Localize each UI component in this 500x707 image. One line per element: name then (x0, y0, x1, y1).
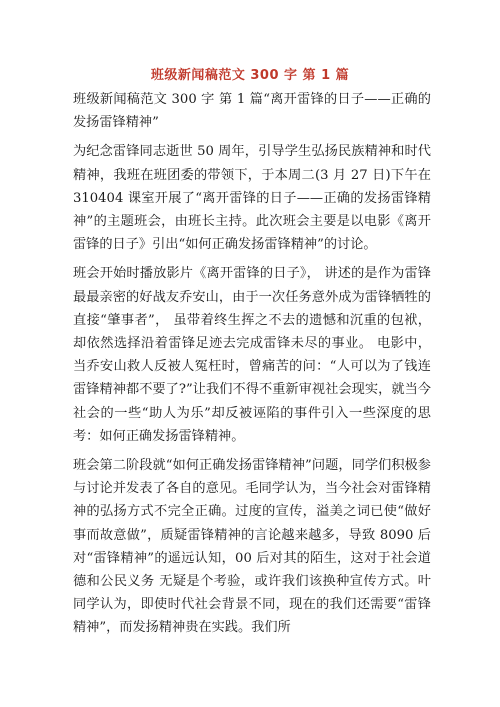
paragraph-film: 班会开始时播放影片《离开雷锋的日子》， 讲述的是作为雷锋最最亲密的好战友乔安山，由于一次任务意外成为雷锋牺牲的直接“肇事者”， 虽带着终生挥之不去的遗憾和沉重的包袱，却依然选择沿着雷锋足迹去完成雷锋未尽的事业。 电影中，当乔安山救人反被人冤枉时，曾痛苦的问：“人可以为了钱连雷锋精神都不要了?”让我们不得不重新审视社会现实，就当今社会的一些“助人为乐”却反被诬陷的事件引入一些深度的思考：如何正确发扬雷锋精神。 (73, 266, 431, 444)
paragraph-heading: 班级新闻稿范文 300 字 第 1 篇“离开雷锋的日子——正确的发扬雷锋精神” (73, 92, 431, 131)
document-title: 班级新闻稿范文 300 字 第 1 篇 (150, 68, 350, 83)
document-body (73, 88, 431, 646)
paragraph-intro: 为纪念雷锋同志逝世 50 周年，引导学生弘扬民族精神和时代精神，我班在班团委的带领下，于本周二(3 月 27 日)下午在 310404 课室开展了“离开雷锋的日子——正确的发扬雷锋精神”的主题班会，由班长主持。此次班会主要是以电影《离开雷锋的日子》引出“如何正确发扬雷锋精神”的讨论。 (73, 144, 431, 253)
paragraph-discussion: 班会第二阶段就“如何正确发扬雷锋精神”问题，同学们积极参与讨论并发表了各自的意见。毛同学认为，当今社会对雷锋精神的弘扬方式不完全正确。过度的宣传，溢美之词已使“做好事而故意做”，质疑雷锋精神的言论越来越多，导致 8090 后对“雷锋精神”的遥远认知，00 后对其的陌生，这对于社会道德和公民义务 无疑是个考验，或许我们该换种宣传方式。叶同学认为，即使时代社会背景不同，现在的我们还需要“雷锋精神”，而发扬精神贵在实践。我们所 (73, 458, 431, 636)
